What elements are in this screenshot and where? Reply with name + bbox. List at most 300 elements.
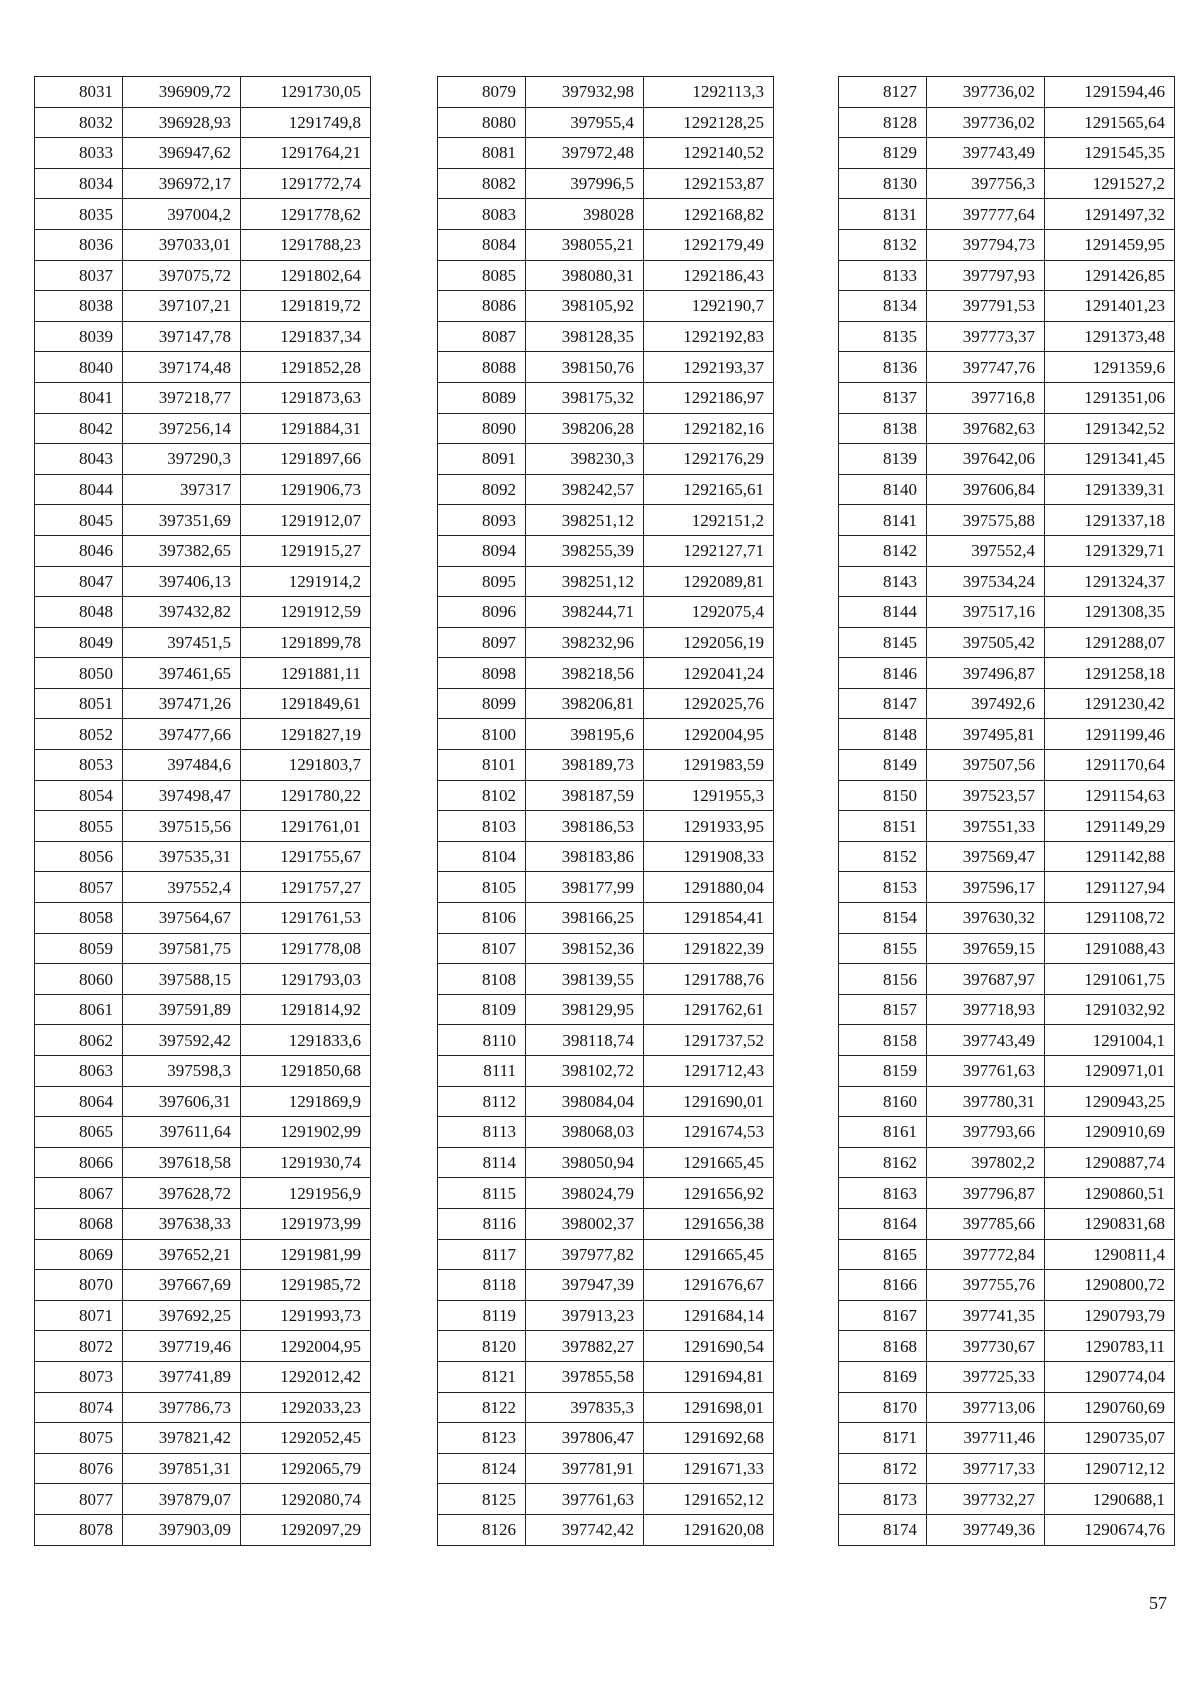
y-coordinate-cell: 1291833,6 [241, 1025, 371, 1056]
y-coordinate-cell: 1291993,73 [241, 1300, 371, 1331]
y-coordinate-cell: 1290712,12 [1045, 1453, 1175, 1484]
y-coordinate-cell: 1291373,48 [1045, 321, 1175, 352]
table-row [839, 719, 1175, 750]
table-row [839, 627, 1175, 658]
table-row [839, 1423, 1175, 1454]
table-row [839, 382, 1175, 413]
point-number-cell: 8171 [839, 1423, 927, 1454]
x-coordinate-cell: 397551,33 [927, 811, 1045, 842]
y-coordinate-cell: 1291620,08 [644, 1514, 774, 1545]
x-coordinate-cell: 397719,46 [123, 1331, 241, 1362]
point-number-cell: 8117 [438, 1239, 526, 1270]
y-coordinate-cell: 1290735,07 [1045, 1423, 1175, 1454]
y-coordinate-cell: 1291142,88 [1045, 841, 1175, 872]
point-number-cell: 8160 [839, 1086, 927, 1117]
y-coordinate-cell: 1291656,38 [644, 1208, 774, 1239]
point-number-cell: 8088 [438, 352, 526, 383]
x-coordinate-cell: 398028 [526, 199, 644, 230]
y-coordinate-cell: 1292128,25 [644, 107, 774, 138]
table-row [35, 1423, 371, 1454]
point-number-cell: 8075 [35, 1423, 123, 1454]
x-coordinate-cell: 397515,56 [123, 811, 241, 842]
table-row [438, 1484, 774, 1515]
x-coordinate-cell: 398218,56 [526, 658, 644, 689]
y-coordinate-cell: 1292113,3 [644, 77, 774, 108]
table-row [35, 1270, 371, 1301]
point-number-cell: 8081 [438, 138, 526, 169]
point-number-cell: 8123 [438, 1423, 526, 1454]
x-coordinate-cell: 397806,47 [526, 1423, 644, 1454]
point-number-cell: 8039 [35, 321, 123, 352]
x-coordinate-cell: 397791,53 [927, 291, 1045, 322]
table-row [839, 1453, 1175, 1484]
x-coordinate-cell: 397879,07 [123, 1484, 241, 1515]
x-coordinate-cell: 398186,53 [526, 811, 644, 842]
y-coordinate-cell: 1291671,33 [644, 1453, 774, 1484]
y-coordinate-cell: 1292033,23 [241, 1392, 371, 1423]
table-row [438, 382, 774, 413]
table-row [35, 811, 371, 842]
point-number-cell: 8097 [438, 627, 526, 658]
table-row [839, 1025, 1175, 1056]
point-number-cell: 8169 [839, 1361, 927, 1392]
x-coordinate-cell: 397996,5 [526, 168, 644, 199]
y-coordinate-cell: 1291755,67 [241, 841, 371, 872]
y-coordinate-cell: 1291956,9 [241, 1178, 371, 1209]
y-coordinate-cell: 1292012,42 [241, 1361, 371, 1392]
point-number-cell: 8165 [839, 1239, 927, 1270]
y-coordinate-cell: 1291170,64 [1045, 750, 1175, 781]
x-coordinate-cell: 398150,76 [526, 352, 644, 383]
table-row [839, 872, 1175, 903]
point-number-cell: 8168 [839, 1331, 927, 1362]
point-number-cell: 8136 [839, 352, 927, 383]
table-row [35, 260, 371, 291]
table-row [839, 444, 1175, 475]
table-row [839, 77, 1175, 108]
point-number-cell: 8080 [438, 107, 526, 138]
table-row [35, 566, 371, 597]
x-coordinate-cell: 397492,6 [927, 688, 1045, 719]
y-coordinate-cell: 1291308,35 [1045, 597, 1175, 628]
point-number-cell: 8110 [438, 1025, 526, 1056]
point-number-cell: 8107 [438, 933, 526, 964]
point-number-cell: 8073 [35, 1361, 123, 1392]
table-row [438, 1117, 774, 1148]
y-coordinate-cell: 1291757,27 [241, 872, 371, 903]
x-coordinate-cell: 397606,84 [927, 474, 1045, 505]
point-number-cell: 8040 [35, 352, 123, 383]
point-number-cell: 8122 [438, 1392, 526, 1423]
y-coordinate-cell: 1291690,54 [644, 1331, 774, 1362]
table-row [438, 1331, 774, 1362]
table-row [839, 1239, 1175, 1270]
coordinates-table-1 [34, 76, 371, 1546]
table-row [839, 229, 1175, 260]
point-number-cell: 8053 [35, 750, 123, 781]
point-number-cell: 8059 [35, 933, 123, 964]
point-number-cell: 8135 [839, 321, 927, 352]
y-coordinate-cell: 1292186,97 [644, 382, 774, 413]
x-coordinate-cell: 397535,31 [123, 841, 241, 872]
point-number-cell: 8086 [438, 291, 526, 322]
point-number-cell: 8070 [35, 1270, 123, 1301]
point-number-cell: 8046 [35, 535, 123, 566]
y-coordinate-cell: 1290774,04 [1045, 1361, 1175, 1392]
x-coordinate-cell: 397802,2 [927, 1147, 1045, 1178]
x-coordinate-cell: 398251,12 [526, 566, 644, 597]
point-number-cell: 8128 [839, 107, 927, 138]
y-coordinate-cell: 1291881,11 [241, 658, 371, 689]
table-row [839, 841, 1175, 872]
table-row [839, 1147, 1175, 1178]
table-row [35, 1208, 371, 1239]
x-coordinate-cell: 398118,74 [526, 1025, 644, 1056]
x-coordinate-cell: 397977,82 [526, 1239, 644, 1270]
table-row [438, 1392, 774, 1423]
x-coordinate-cell: 397461,65 [123, 658, 241, 689]
x-coordinate-cell: 397652,21 [123, 1239, 241, 1270]
x-coordinate-cell: 397741,89 [123, 1361, 241, 1392]
table-row [438, 291, 774, 322]
x-coordinate-cell: 397496,87 [927, 658, 1045, 689]
point-number-cell: 8125 [438, 1484, 526, 1515]
x-coordinate-cell: 397618,58 [123, 1147, 241, 1178]
y-coordinate-cell: 1291665,45 [644, 1239, 774, 1270]
point-number-cell: 8129 [839, 138, 927, 169]
table-row [438, 474, 774, 505]
point-number-cell: 8153 [839, 872, 927, 903]
table-row [438, 352, 774, 383]
y-coordinate-cell: 1291684,14 [644, 1300, 774, 1331]
table-row [839, 199, 1175, 230]
y-coordinate-cell: 1292151,2 [644, 505, 774, 536]
table-row [35, 597, 371, 628]
point-number-cell: 8149 [839, 750, 927, 781]
x-coordinate-cell: 398002,37 [526, 1208, 644, 1239]
x-coordinate-cell: 398102,72 [526, 1056, 644, 1087]
y-coordinate-cell: 1290674,76 [1045, 1514, 1175, 1545]
table-row [839, 505, 1175, 536]
point-number-cell: 8049 [35, 627, 123, 658]
table-row [839, 1514, 1175, 1545]
x-coordinate-cell: 397687,97 [927, 964, 1045, 995]
y-coordinate-cell: 1292182,16 [644, 413, 774, 444]
point-number-cell: 8077 [35, 1484, 123, 1515]
x-coordinate-cell: 397659,15 [927, 933, 1045, 964]
point-number-cell: 8163 [839, 1178, 927, 1209]
table-row [839, 1331, 1175, 1362]
y-coordinate-cell: 1292025,76 [644, 688, 774, 719]
table-row [438, 750, 774, 781]
point-number-cell: 8152 [839, 841, 927, 872]
table-row [35, 291, 371, 322]
table-row [438, 1056, 774, 1087]
y-coordinate-cell: 1291676,67 [644, 1270, 774, 1301]
y-coordinate-cell: 1292190,7 [644, 291, 774, 322]
x-coordinate-cell: 396928,93 [123, 107, 241, 138]
table-row [438, 1178, 774, 1209]
point-number-cell: 8127 [839, 77, 927, 108]
x-coordinate-cell: 397290,3 [123, 444, 241, 475]
y-coordinate-cell: 1291497,32 [1045, 199, 1175, 230]
table-row [438, 1025, 774, 1056]
point-number-cell: 8042 [35, 413, 123, 444]
x-coordinate-cell: 397785,66 [927, 1208, 1045, 1239]
point-number-cell: 8121 [438, 1361, 526, 1392]
point-number-cell: 8089 [438, 382, 526, 413]
point-number-cell: 8114 [438, 1147, 526, 1178]
table-row [35, 1453, 371, 1484]
x-coordinate-cell: 397552,4 [123, 872, 241, 903]
x-coordinate-cell: 397903,09 [123, 1514, 241, 1545]
point-number-cell: 8038 [35, 291, 123, 322]
y-coordinate-cell: 1291908,33 [644, 841, 774, 872]
point-number-cell: 8095 [438, 566, 526, 597]
table-row [839, 1361, 1175, 1392]
y-coordinate-cell: 1291899,78 [241, 627, 371, 658]
point-number-cell: 8074 [35, 1392, 123, 1423]
point-number-cell: 8109 [438, 994, 526, 1025]
table-row [438, 841, 774, 872]
y-coordinate-cell: 1290760,69 [1045, 1392, 1175, 1423]
point-number-cell: 8145 [839, 627, 927, 658]
point-number-cell: 8155 [839, 933, 927, 964]
y-coordinate-cell: 1291459,95 [1045, 229, 1175, 260]
y-coordinate-cell: 1291004,1 [1045, 1025, 1175, 1056]
y-coordinate-cell: 1292127,71 [644, 535, 774, 566]
y-coordinate-cell: 1292004,95 [644, 719, 774, 750]
x-coordinate-cell: 397575,88 [927, 505, 1045, 536]
table-row [839, 260, 1175, 291]
y-coordinate-cell: 1290910,69 [1045, 1117, 1175, 1148]
y-coordinate-cell: 1291983,59 [644, 750, 774, 781]
y-coordinate-cell: 1291329,71 [1045, 535, 1175, 566]
point-number-cell: 8154 [839, 903, 927, 934]
table-row [35, 994, 371, 1025]
y-coordinate-cell: 1291594,46 [1045, 77, 1175, 108]
table-row [438, 566, 774, 597]
x-coordinate-cell: 398183,86 [526, 841, 644, 872]
x-coordinate-cell: 397713,06 [927, 1392, 1045, 1423]
point-number-cell: 8071 [35, 1300, 123, 1331]
y-coordinate-cell: 1291199,46 [1045, 719, 1175, 750]
table-row [839, 1270, 1175, 1301]
point-number-cell: 8112 [438, 1086, 526, 1117]
y-coordinate-cell: 1292065,79 [241, 1453, 371, 1484]
point-number-cell: 8108 [438, 964, 526, 995]
y-coordinate-cell: 1291656,92 [644, 1178, 774, 1209]
table-row [35, 750, 371, 781]
x-coordinate-cell: 397075,72 [123, 260, 241, 291]
point-number-cell: 8060 [35, 964, 123, 995]
table-row [35, 1514, 371, 1545]
table-row [839, 352, 1175, 383]
x-coordinate-cell: 398255,39 [526, 535, 644, 566]
table-row [438, 260, 774, 291]
y-coordinate-cell: 1290793,79 [1045, 1300, 1175, 1331]
table-row [35, 444, 371, 475]
x-coordinate-cell: 397756,3 [927, 168, 1045, 199]
point-number-cell: 8158 [839, 1025, 927, 1056]
table-row [438, 444, 774, 475]
y-coordinate-cell: 1291749,8 [241, 107, 371, 138]
y-coordinate-cell: 1291692,68 [644, 1423, 774, 1454]
y-coordinate-cell: 1291712,43 [644, 1056, 774, 1087]
y-coordinate-cell: 1292080,74 [241, 1484, 371, 1515]
table-row [35, 1300, 371, 1331]
table-row [438, 1086, 774, 1117]
point-number-cell: 8058 [35, 903, 123, 934]
y-coordinate-cell: 1291955,3 [644, 780, 774, 811]
y-coordinate-cell: 1290800,72 [1045, 1270, 1175, 1301]
point-number-cell: 8051 [35, 688, 123, 719]
y-coordinate-cell: 1291880,04 [644, 872, 774, 903]
point-number-cell: 8087 [438, 321, 526, 352]
table-row [839, 811, 1175, 842]
table-row [35, 1178, 371, 1209]
point-number-cell: 8035 [35, 199, 123, 230]
point-number-cell: 8064 [35, 1086, 123, 1117]
y-coordinate-cell: 1292168,82 [644, 199, 774, 230]
x-coordinate-cell: 397534,24 [927, 566, 1045, 597]
point-number-cell: 8132 [839, 229, 927, 260]
table-row [35, 1361, 371, 1392]
y-coordinate-cell: 1291788,76 [644, 964, 774, 995]
y-coordinate-cell: 1291337,18 [1045, 505, 1175, 536]
table-row [35, 229, 371, 260]
table-row [35, 382, 371, 413]
point-number-cell: 8093 [438, 505, 526, 536]
y-coordinate-cell: 1291761,01 [241, 811, 371, 842]
x-coordinate-cell: 397742,42 [526, 1514, 644, 1545]
x-coordinate-cell: 397730,67 [927, 1331, 1045, 1362]
point-number-cell: 8150 [839, 780, 927, 811]
x-coordinate-cell: 397777,64 [927, 199, 1045, 230]
table-row [438, 964, 774, 995]
x-coordinate-cell: 397406,13 [123, 566, 241, 597]
y-coordinate-cell: 1291981,99 [241, 1239, 371, 1270]
point-number-cell: 8082 [438, 168, 526, 199]
x-coordinate-cell: 397581,75 [123, 933, 241, 964]
table-row [438, 199, 774, 230]
x-coordinate-cell: 397596,17 [927, 872, 1045, 903]
x-coordinate-cell: 398206,81 [526, 688, 644, 719]
point-number-cell: 8103 [438, 811, 526, 842]
x-coordinate-cell: 397718,93 [927, 994, 1045, 1025]
y-coordinate-cell: 1292041,24 [644, 658, 774, 689]
table-row [35, 933, 371, 964]
table-row [35, 1484, 371, 1515]
point-number-cell: 8133 [839, 260, 927, 291]
point-number-cell: 8033 [35, 138, 123, 169]
y-coordinate-cell: 1291032,92 [1045, 994, 1175, 1025]
point-number-cell: 8043 [35, 444, 123, 475]
x-coordinate-cell: 397174,48 [123, 352, 241, 383]
y-coordinate-cell: 1291869,9 [241, 1086, 371, 1117]
x-coordinate-cell: 398128,35 [526, 321, 644, 352]
point-number-cell: 8113 [438, 1117, 526, 1148]
table-row [438, 1208, 774, 1239]
x-coordinate-cell: 397711,46 [927, 1423, 1045, 1454]
x-coordinate-cell: 397004,2 [123, 199, 241, 230]
x-coordinate-cell: 397743,49 [927, 1025, 1045, 1056]
point-number-cell: 8090 [438, 413, 526, 444]
point-number-cell: 8119 [438, 1300, 526, 1331]
x-coordinate-cell: 397955,4 [526, 107, 644, 138]
point-number-cell: 8048 [35, 597, 123, 628]
y-coordinate-cell: 1291850,68 [241, 1056, 371, 1087]
table-row [438, 933, 774, 964]
point-number-cell: 8130 [839, 168, 927, 199]
y-coordinate-cell: 1291764,21 [241, 138, 371, 169]
y-coordinate-cell: 1292052,45 [241, 1423, 371, 1454]
table-row [35, 474, 371, 505]
x-coordinate-cell: 398206,28 [526, 413, 644, 444]
y-coordinate-cell: 1291852,28 [241, 352, 371, 383]
table-row [35, 352, 371, 383]
x-coordinate-cell: 397717,33 [927, 1453, 1045, 1484]
y-coordinate-cell: 1291897,66 [241, 444, 371, 475]
table-row [839, 168, 1175, 199]
x-coordinate-cell: 397477,66 [123, 719, 241, 750]
table-row [35, 1056, 371, 1087]
x-coordinate-cell: 398195,6 [526, 719, 644, 750]
y-coordinate-cell: 1291127,94 [1045, 872, 1175, 903]
x-coordinate-cell: 397218,77 [123, 382, 241, 413]
point-number-cell: 8044 [35, 474, 123, 505]
x-coordinate-cell: 397773,37 [927, 321, 1045, 352]
x-coordinate-cell: 397797,93 [927, 260, 1045, 291]
table-row [35, 321, 371, 352]
table-row [839, 964, 1175, 995]
y-coordinate-cell: 1290783,11 [1045, 1331, 1175, 1362]
x-coordinate-cell: 397256,14 [123, 413, 241, 444]
point-number-cell: 8148 [839, 719, 927, 750]
table-row [438, 719, 774, 750]
table-row [35, 1025, 371, 1056]
x-coordinate-cell: 397716,8 [927, 382, 1045, 413]
x-coordinate-cell: 397147,78 [123, 321, 241, 352]
x-coordinate-cell: 398166,25 [526, 903, 644, 934]
y-coordinate-cell: 1290943,25 [1045, 1086, 1175, 1117]
point-number-cell: 8172 [839, 1453, 927, 1484]
x-coordinate-cell: 397793,66 [927, 1117, 1045, 1148]
x-coordinate-cell: 397507,56 [927, 750, 1045, 781]
y-coordinate-cell: 1291822,39 [644, 933, 774, 964]
table-row [35, 1239, 371, 1270]
x-coordinate-cell: 397642,06 [927, 444, 1045, 475]
coordinates-table-2 [437, 76, 774, 1546]
table-row [839, 688, 1175, 719]
point-number-cell: 8124 [438, 1453, 526, 1484]
y-coordinate-cell: 1291933,95 [644, 811, 774, 842]
x-coordinate-cell: 397821,42 [123, 1423, 241, 1454]
table-row [839, 994, 1175, 1025]
y-coordinate-cell: 1291902,99 [241, 1117, 371, 1148]
page-number: 57 [1149, 1593, 1167, 1613]
x-coordinate-cell: 397591,89 [123, 994, 241, 1025]
x-coordinate-cell: 397592,42 [123, 1025, 241, 1056]
table-row [839, 1300, 1175, 1331]
x-coordinate-cell: 398152,36 [526, 933, 644, 964]
y-coordinate-cell: 1290811,4 [1045, 1239, 1175, 1270]
x-coordinate-cell: 397725,33 [927, 1361, 1045, 1392]
point-number-cell: 8151 [839, 811, 927, 842]
point-number-cell: 8037 [35, 260, 123, 291]
y-coordinate-cell: 1291906,73 [241, 474, 371, 505]
y-coordinate-cell: 1291778,08 [241, 933, 371, 964]
